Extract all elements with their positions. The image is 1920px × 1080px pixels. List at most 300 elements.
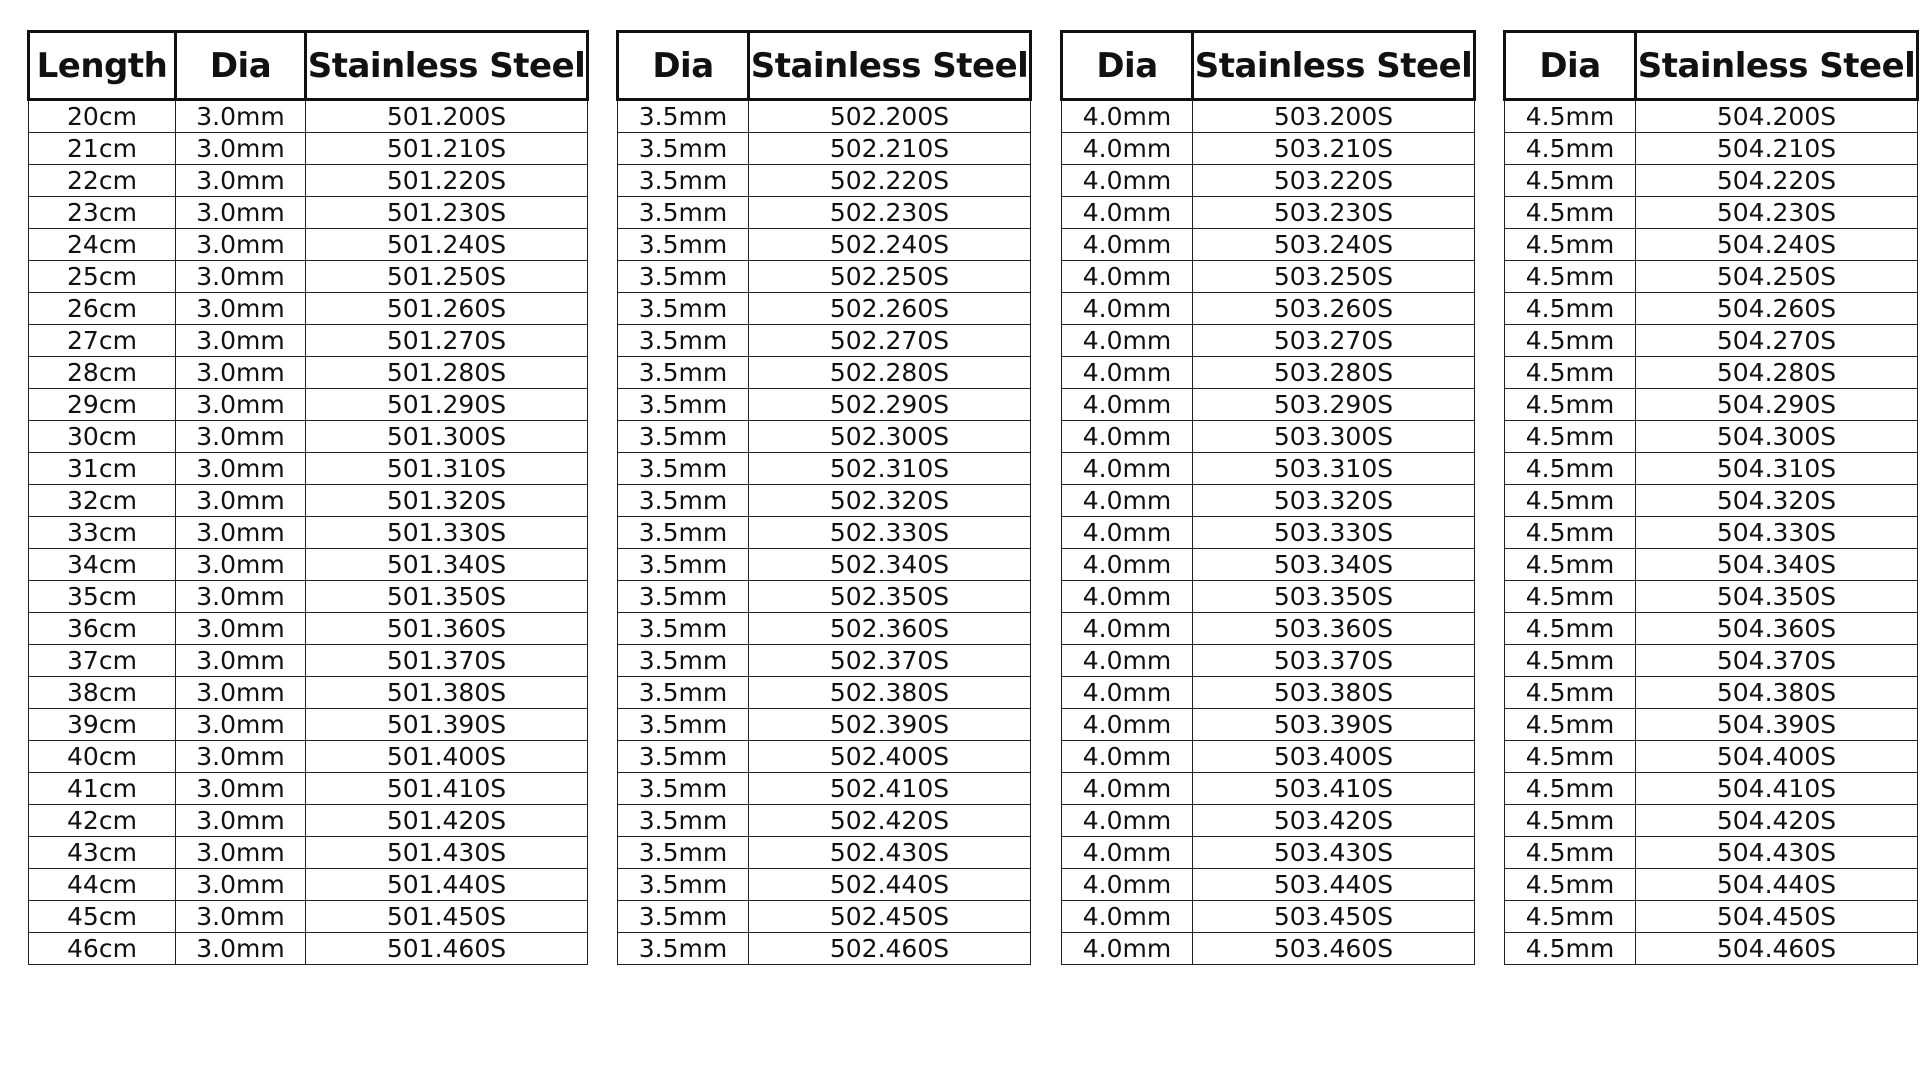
table-cell: 501.450S	[306, 901, 588, 933]
table-cell: 4.5mm	[1505, 741, 1636, 773]
table-cell: 502.460S	[749, 933, 1031, 965]
table-cell: 504.350S	[1636, 581, 1918, 613]
table-cell: 3.5mm	[618, 325, 749, 357]
table-row	[618, 261, 1031, 293]
table-cell: 3.5mm	[618, 677, 749, 709]
table-cell: 504.450S	[1636, 901, 1918, 933]
column-header: Dia	[1505, 32, 1636, 100]
table-cell: 42cm	[29, 805, 176, 837]
table-cell: 501.390S	[306, 709, 588, 741]
table-row	[29, 837, 588, 869]
table-cell: 3.0mm	[176, 773, 306, 805]
spec-table-3	[1060, 30, 1476, 965]
table-row	[618, 581, 1031, 613]
table-cell: 43cm	[29, 837, 176, 869]
table-cell: 3.5mm	[618, 773, 749, 805]
table-row	[29, 517, 588, 549]
table-row	[29, 805, 588, 837]
table-cell: 501.320S	[306, 485, 588, 517]
table-row	[1505, 741, 1918, 773]
table-cell: 3.5mm	[618, 100, 749, 133]
table-row	[1062, 869, 1475, 901]
table-cell: 4.0mm	[1062, 421, 1193, 453]
table-row	[1062, 517, 1475, 549]
table-cell: 501.460S	[306, 933, 588, 965]
table-cell: 502.240S	[749, 229, 1031, 261]
table-row	[1505, 293, 1918, 325]
table-row	[29, 933, 588, 965]
table-row	[1505, 805, 1918, 837]
table-cell: 4.0mm	[1062, 197, 1193, 229]
table-cell: 4.5mm	[1505, 901, 1636, 933]
column-header: Stainless Steel	[1193, 32, 1475, 100]
table-row	[618, 613, 1031, 645]
table-cell: 4.0mm	[1062, 485, 1193, 517]
table-cell: 21cm	[29, 133, 176, 165]
table-cell: 28cm	[29, 357, 176, 389]
table-row	[618, 453, 1031, 485]
table-cell: 504.430S	[1636, 837, 1918, 869]
table-cell: 25cm	[29, 261, 176, 293]
table-cell: 3.0mm	[176, 357, 306, 389]
table-cell: 4.0mm	[1062, 517, 1193, 549]
table-row	[618, 517, 1031, 549]
table-cell: 501.380S	[306, 677, 588, 709]
column-header: Dia	[618, 32, 749, 100]
table-cell: 504.300S	[1636, 421, 1918, 453]
table-cell: 502.340S	[749, 549, 1031, 581]
table-cell: 501.230S	[306, 197, 588, 229]
table-cell: 3.5mm	[618, 549, 749, 581]
table-row	[1505, 677, 1918, 709]
table-row	[1062, 325, 1475, 357]
table-row	[1505, 389, 1918, 421]
table-cell: 27cm	[29, 325, 176, 357]
table-cell: 3.5mm	[618, 805, 749, 837]
column-header: Length	[29, 32, 176, 100]
table-row	[1062, 805, 1475, 837]
table-cell: 502.350S	[749, 581, 1031, 613]
table-row	[618, 485, 1031, 517]
table-row	[29, 421, 588, 453]
table-cell: 501.210S	[306, 133, 588, 165]
table-cell: 23cm	[29, 197, 176, 229]
table-cell: 4.5mm	[1505, 421, 1636, 453]
table-cell: 35cm	[29, 581, 176, 613]
table-cell: 3.5mm	[618, 869, 749, 901]
table-cell: 4.0mm	[1062, 100, 1193, 133]
table-cell: 4.5mm	[1505, 100, 1636, 133]
table-cell: 39cm	[29, 709, 176, 741]
table-cell: 3.5mm	[618, 261, 749, 293]
table-cell: 46cm	[29, 933, 176, 965]
table-cell: 502.290S	[749, 389, 1031, 421]
table-cell: 504.410S	[1636, 773, 1918, 805]
table-row	[618, 741, 1031, 773]
spec-table-2	[616, 30, 1032, 965]
table-cell: 504.340S	[1636, 549, 1918, 581]
table-cell: 503.440S	[1193, 869, 1475, 901]
column-header: Stainless Steel	[749, 32, 1031, 100]
table-row	[1062, 613, 1475, 645]
table-cell: 502.440S	[749, 869, 1031, 901]
table-cell: 3.0mm	[176, 805, 306, 837]
table-cell: 3.0mm	[176, 453, 306, 485]
table-cell: 503.220S	[1193, 165, 1475, 197]
table-cell: 503.320S	[1193, 485, 1475, 517]
table-row	[1062, 901, 1475, 933]
table-cell: 501.400S	[306, 741, 588, 773]
table-cell: 3.0mm	[176, 933, 306, 965]
table-cell: 4.0mm	[1062, 677, 1193, 709]
table-cell: 501.270S	[306, 325, 588, 357]
table-cell: 503.460S	[1193, 933, 1475, 965]
table-cell: 501.250S	[306, 261, 588, 293]
table-row	[1505, 453, 1918, 485]
table-cell: 504.380S	[1636, 677, 1918, 709]
table-cell: 4.0mm	[1062, 773, 1193, 805]
table-cell: 4.0mm	[1062, 229, 1193, 261]
table-cell: 3.5mm	[618, 645, 749, 677]
table-cell: 4.0mm	[1062, 453, 1193, 485]
table-row	[618, 837, 1031, 869]
table-cell: 503.200S	[1193, 100, 1475, 133]
table-cell: 4.5mm	[1505, 133, 1636, 165]
table-cell: 3.5mm	[618, 421, 749, 453]
table-cell: 501.360S	[306, 613, 588, 645]
table-cell: 3.0mm	[176, 293, 306, 325]
table-cell: 3.0mm	[176, 389, 306, 421]
table-cell: 504.310S	[1636, 453, 1918, 485]
table-cell: 4.5mm	[1505, 293, 1636, 325]
table-cell: 503.380S	[1193, 677, 1475, 709]
table-cell: 502.280S	[749, 357, 1031, 389]
table-cell: 3.0mm	[176, 549, 306, 581]
table-cell: 501.330S	[306, 517, 588, 549]
table-cell: 4.5mm	[1505, 581, 1636, 613]
table-cell: 4.5mm	[1505, 485, 1636, 517]
table-row	[29, 485, 588, 517]
table-row	[1505, 357, 1918, 389]
table-cell: 3.0mm	[176, 837, 306, 869]
table-row	[618, 933, 1031, 965]
table-cell: 4.0mm	[1062, 805, 1193, 837]
table-row	[618, 677, 1031, 709]
table-cell: 504.270S	[1636, 325, 1918, 357]
table-row	[1505, 421, 1918, 453]
table-cell: 503.450S	[1193, 901, 1475, 933]
table-cell: 4.5mm	[1505, 933, 1636, 965]
table-cell: 501.410S	[306, 773, 588, 805]
table-cell: 3.5mm	[618, 581, 749, 613]
column-header: Stainless Steel	[1636, 32, 1918, 100]
table-cell: 502.420S	[749, 805, 1031, 837]
table-row	[1505, 837, 1918, 869]
table-cell: 4.5mm	[1505, 453, 1636, 485]
table-row	[1062, 677, 1475, 709]
table-cell: 504.260S	[1636, 293, 1918, 325]
table-row	[29, 100, 588, 133]
table-cell: 502.270S	[749, 325, 1031, 357]
table-cell: 501.300S	[306, 421, 588, 453]
table-row	[29, 229, 588, 261]
table-row	[1505, 165, 1918, 197]
table-cell: 504.320S	[1636, 485, 1918, 517]
table-cell: 4.0mm	[1062, 741, 1193, 773]
table-cell: 3.0mm	[176, 165, 306, 197]
table-cell: 504.250S	[1636, 261, 1918, 293]
table-cell: 4.0mm	[1062, 933, 1193, 965]
table-cell: 4.0mm	[1062, 645, 1193, 677]
table-cell: 4.5mm	[1505, 197, 1636, 229]
table-row	[1062, 133, 1475, 165]
table-row	[1062, 453, 1475, 485]
table-row	[29, 197, 588, 229]
table-cell: 3.0mm	[176, 581, 306, 613]
spec-table-1	[27, 30, 589, 965]
table-cell: 503.270S	[1193, 325, 1475, 357]
table-cell: 3.0mm	[176, 741, 306, 773]
table-row	[29, 133, 588, 165]
table-row	[618, 229, 1031, 261]
table-row	[29, 293, 588, 325]
table-cell: 3.5mm	[618, 165, 749, 197]
table-row	[618, 869, 1031, 901]
table-cell: 504.230S	[1636, 197, 1918, 229]
table-cell: 501.260S	[306, 293, 588, 325]
table-cell: 503.210S	[1193, 133, 1475, 165]
table-row	[618, 421, 1031, 453]
table-cell: 504.200S	[1636, 100, 1918, 133]
table-cell: 501.240S	[306, 229, 588, 261]
table-cell: 44cm	[29, 869, 176, 901]
table-row	[618, 165, 1031, 197]
table-cell: 503.410S	[1193, 773, 1475, 805]
table-cell: 503.250S	[1193, 261, 1475, 293]
table-cell: 38cm	[29, 677, 176, 709]
table-cell: 4.0mm	[1062, 357, 1193, 389]
table-row	[618, 357, 1031, 389]
table-cell: 502.220S	[749, 165, 1031, 197]
table-row	[1062, 741, 1475, 773]
table-cell: 503.370S	[1193, 645, 1475, 677]
table-cell: 36cm	[29, 613, 176, 645]
spec-table-4	[1503, 30, 1919, 965]
column-header: Stainless Steel	[306, 32, 588, 100]
table-cell: 4.5mm	[1505, 261, 1636, 293]
table-cell: 503.310S	[1193, 453, 1475, 485]
table-row	[1505, 581, 1918, 613]
table-cell: 3.5mm	[618, 901, 749, 933]
table-cell: 504.220S	[1636, 165, 1918, 197]
table-cell: 34cm	[29, 549, 176, 581]
table-row	[29, 389, 588, 421]
table-cell: 504.330S	[1636, 517, 1918, 549]
table-row	[1505, 229, 1918, 261]
table-row	[1062, 389, 1475, 421]
table-cell: 20cm	[29, 100, 176, 133]
table-row	[1505, 613, 1918, 645]
table-cell: 4.0mm	[1062, 613, 1193, 645]
table-row	[1505, 869, 1918, 901]
table-cell: 3.5mm	[618, 837, 749, 869]
table-row	[1062, 837, 1475, 869]
table-cell: 3.0mm	[176, 261, 306, 293]
table-row	[1062, 165, 1475, 197]
table-cell: 3.0mm	[176, 133, 306, 165]
table-row	[618, 805, 1031, 837]
table-cell: 4.5mm	[1505, 645, 1636, 677]
table-cell: 503.330S	[1193, 517, 1475, 549]
table-cell: 3.5mm	[618, 613, 749, 645]
table-row	[29, 645, 588, 677]
table-cell: 4.0mm	[1062, 389, 1193, 421]
table-row	[1062, 773, 1475, 805]
table-cell: 4.0mm	[1062, 869, 1193, 901]
table-cell: 3.5mm	[618, 293, 749, 325]
table-cell: 4.0mm	[1062, 709, 1193, 741]
table-cell: 4.5mm	[1505, 229, 1636, 261]
table-row	[618, 709, 1031, 741]
table-cell: 4.5mm	[1505, 517, 1636, 549]
table-row	[1505, 133, 1918, 165]
table-cell: 4.5mm	[1505, 357, 1636, 389]
table-row	[1505, 709, 1918, 741]
table-cell: 4.0mm	[1062, 325, 1193, 357]
table-cell: 501.200S	[306, 100, 588, 133]
table-row	[29, 613, 588, 645]
table-header-row	[1062, 32, 1475, 100]
table-cell: 3.0mm	[176, 517, 306, 549]
table-cell: 502.360S	[749, 613, 1031, 645]
table-row	[1062, 293, 1475, 325]
table-cell: 4.0mm	[1062, 165, 1193, 197]
table-cell: 502.310S	[749, 453, 1031, 485]
table-row	[1062, 229, 1475, 261]
table-cell: 3.0mm	[176, 901, 306, 933]
table-row	[29, 709, 588, 741]
table-cell: 504.360S	[1636, 613, 1918, 645]
table-cell: 502.250S	[749, 261, 1031, 293]
table-cell: 3.5mm	[618, 517, 749, 549]
table-row	[1062, 261, 1475, 293]
table-cell: 40cm	[29, 741, 176, 773]
table-cell: 31cm	[29, 453, 176, 485]
table-cell: 502.450S	[749, 901, 1031, 933]
table-cell: 22cm	[29, 165, 176, 197]
table-cell: 3.0mm	[176, 197, 306, 229]
table-cell: 3.5mm	[618, 709, 749, 741]
table-cell: 4.0mm	[1062, 261, 1193, 293]
table-row	[29, 165, 588, 197]
table-row	[1505, 325, 1918, 357]
table-row	[1505, 933, 1918, 965]
table-row	[1505, 261, 1918, 293]
table-cell: 3.5mm	[618, 485, 749, 517]
table-cell: 3.5mm	[618, 229, 749, 261]
table-cell: 501.420S	[306, 805, 588, 837]
table-cell: 3.5mm	[618, 453, 749, 485]
table-cell: 501.440S	[306, 869, 588, 901]
table-cell: 37cm	[29, 645, 176, 677]
table-cell: 504.420S	[1636, 805, 1918, 837]
table-cell: 503.430S	[1193, 837, 1475, 869]
table-cell: 4.0mm	[1062, 549, 1193, 581]
table-row	[1062, 549, 1475, 581]
table-cell: 501.280S	[306, 357, 588, 389]
table-cell: 4.0mm	[1062, 581, 1193, 613]
table-row	[1505, 645, 1918, 677]
table-row	[1062, 100, 1475, 133]
table-cell: 3.0mm	[176, 325, 306, 357]
table-row	[29, 869, 588, 901]
table-cell: 3.5mm	[618, 933, 749, 965]
table-cell: 3.5mm	[618, 389, 749, 421]
table-row	[29, 581, 588, 613]
table-cell: 3.0mm	[176, 677, 306, 709]
table-cell: 504.460S	[1636, 933, 1918, 965]
table-row	[618, 197, 1031, 229]
table-row	[1505, 773, 1918, 805]
table-cell: 4.0mm	[1062, 837, 1193, 869]
table-row	[1505, 517, 1918, 549]
table-cell: 4.5mm	[1505, 677, 1636, 709]
table-cell: 3.0mm	[176, 485, 306, 517]
table-row	[618, 325, 1031, 357]
table-cell: 503.230S	[1193, 197, 1475, 229]
table-cell: 45cm	[29, 901, 176, 933]
table-cell: 503.260S	[1193, 293, 1475, 325]
table-row	[1505, 901, 1918, 933]
table-cell: 4.5mm	[1505, 869, 1636, 901]
table-cell: 3.0mm	[176, 613, 306, 645]
table-cell: 4.5mm	[1505, 837, 1636, 869]
table-cell: 503.290S	[1193, 389, 1475, 421]
table-row	[1505, 197, 1918, 229]
table-cell: 3.0mm	[176, 869, 306, 901]
table-row	[1062, 485, 1475, 517]
table-cell: 3.5mm	[618, 357, 749, 389]
table-cell: 504.280S	[1636, 357, 1918, 389]
table-cell: 501.370S	[306, 645, 588, 677]
table-cell: 4.5mm	[1505, 805, 1636, 837]
table-cell: 503.390S	[1193, 709, 1475, 741]
table-cell: 502.320S	[749, 485, 1031, 517]
table-cell: 4.5mm	[1505, 549, 1636, 581]
table-cell: 502.200S	[749, 100, 1031, 133]
table-cell: 4.0mm	[1062, 133, 1193, 165]
table-row	[1505, 100, 1918, 133]
table-row	[618, 293, 1031, 325]
table-cell: 4.5mm	[1505, 165, 1636, 197]
table-cell: 502.380S	[749, 677, 1031, 709]
table-cell: 503.400S	[1193, 741, 1475, 773]
table-cell: 503.300S	[1193, 421, 1475, 453]
table-cell: 3.5mm	[618, 197, 749, 229]
table-cell: 503.280S	[1193, 357, 1475, 389]
table-cell: 3.5mm	[618, 741, 749, 773]
table-row	[1062, 357, 1475, 389]
table-row	[618, 133, 1031, 165]
table-cell: 504.440S	[1636, 869, 1918, 901]
table-cell: 502.230S	[749, 197, 1031, 229]
table-cell: 4.5mm	[1505, 389, 1636, 421]
table-cell: 502.390S	[749, 709, 1031, 741]
table-row	[29, 773, 588, 805]
table-cell: 41cm	[29, 773, 176, 805]
table-cell: 3.0mm	[176, 645, 306, 677]
table-cell: 502.260S	[749, 293, 1031, 325]
